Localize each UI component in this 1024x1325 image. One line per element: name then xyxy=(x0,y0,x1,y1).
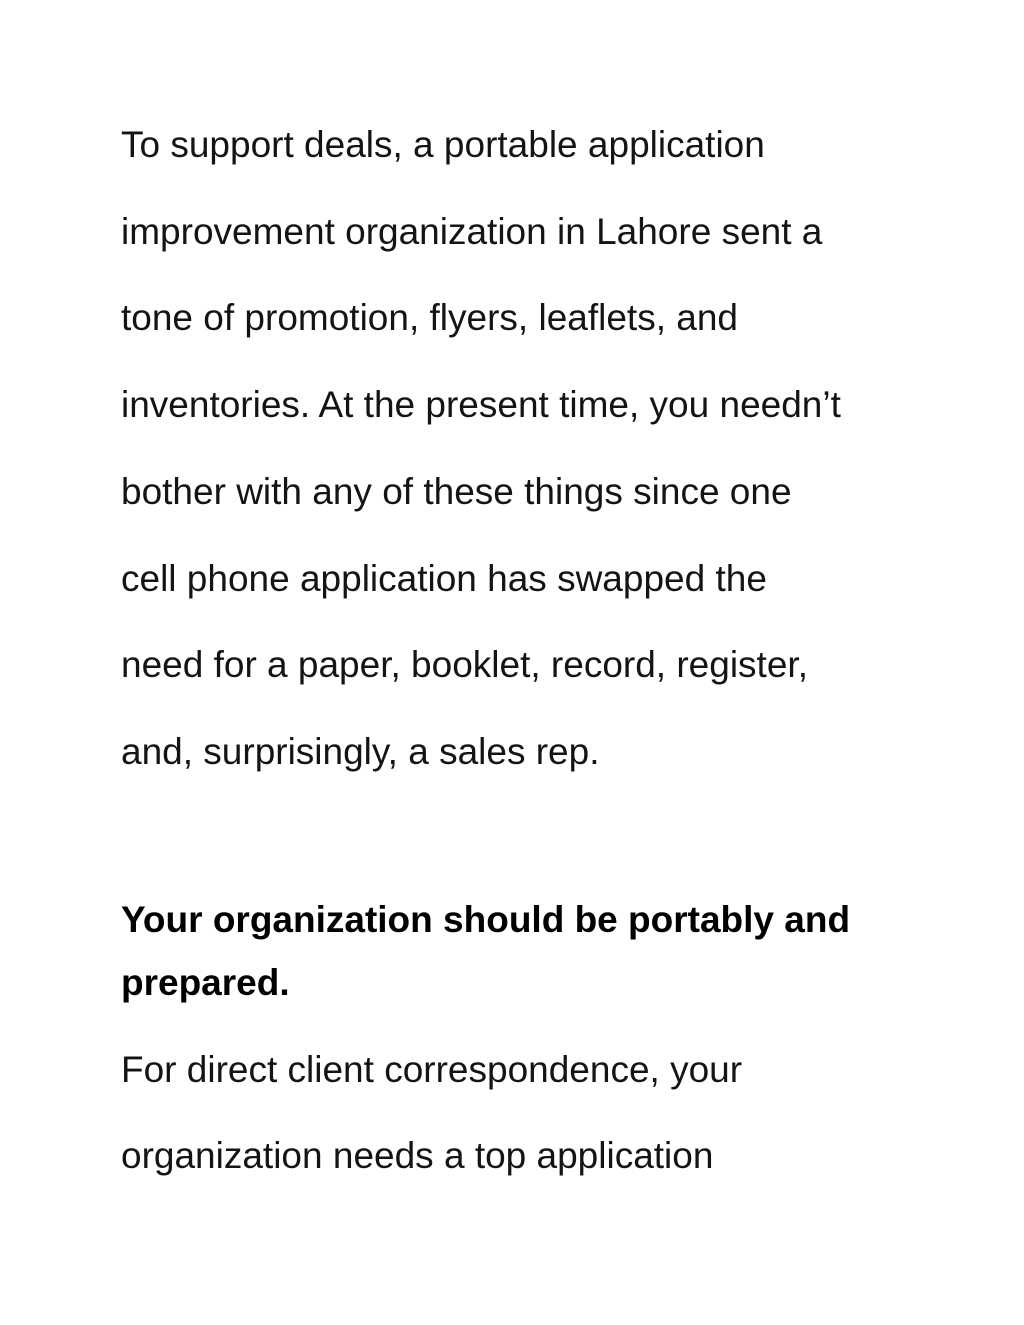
section-heading-line: prepared. xyxy=(121,962,290,1003)
section-heading xyxy=(121,888,911,1014)
paragraph-1-line: inventories. At the present time, you needn’t xyxy=(121,384,841,425)
paragraph-1-line: and, surprisingly, a sales rep. xyxy=(121,731,600,772)
paragraph-2-line: For direct client correspondence, your xyxy=(121,1049,743,1090)
paragraph-1-line: To support deals, a portable application xyxy=(121,124,765,165)
paragraph-1-line: improvement organization in Lahore sent a xyxy=(121,211,823,252)
paragraph-1-line: tone of promotion, flyers, leaflets, and xyxy=(121,297,739,338)
paragraph-2-line: organization needs a top application xyxy=(121,1135,714,1176)
paragraph-1-line: need for a paper, booklet, record, register, xyxy=(121,644,808,685)
paragraph-1-line: bother with any of these things since one xyxy=(121,471,792,512)
paragraph-1-line: cell phone application has swapped the xyxy=(121,558,767,599)
section-heading-line: Your organization should be portably and xyxy=(121,899,851,940)
